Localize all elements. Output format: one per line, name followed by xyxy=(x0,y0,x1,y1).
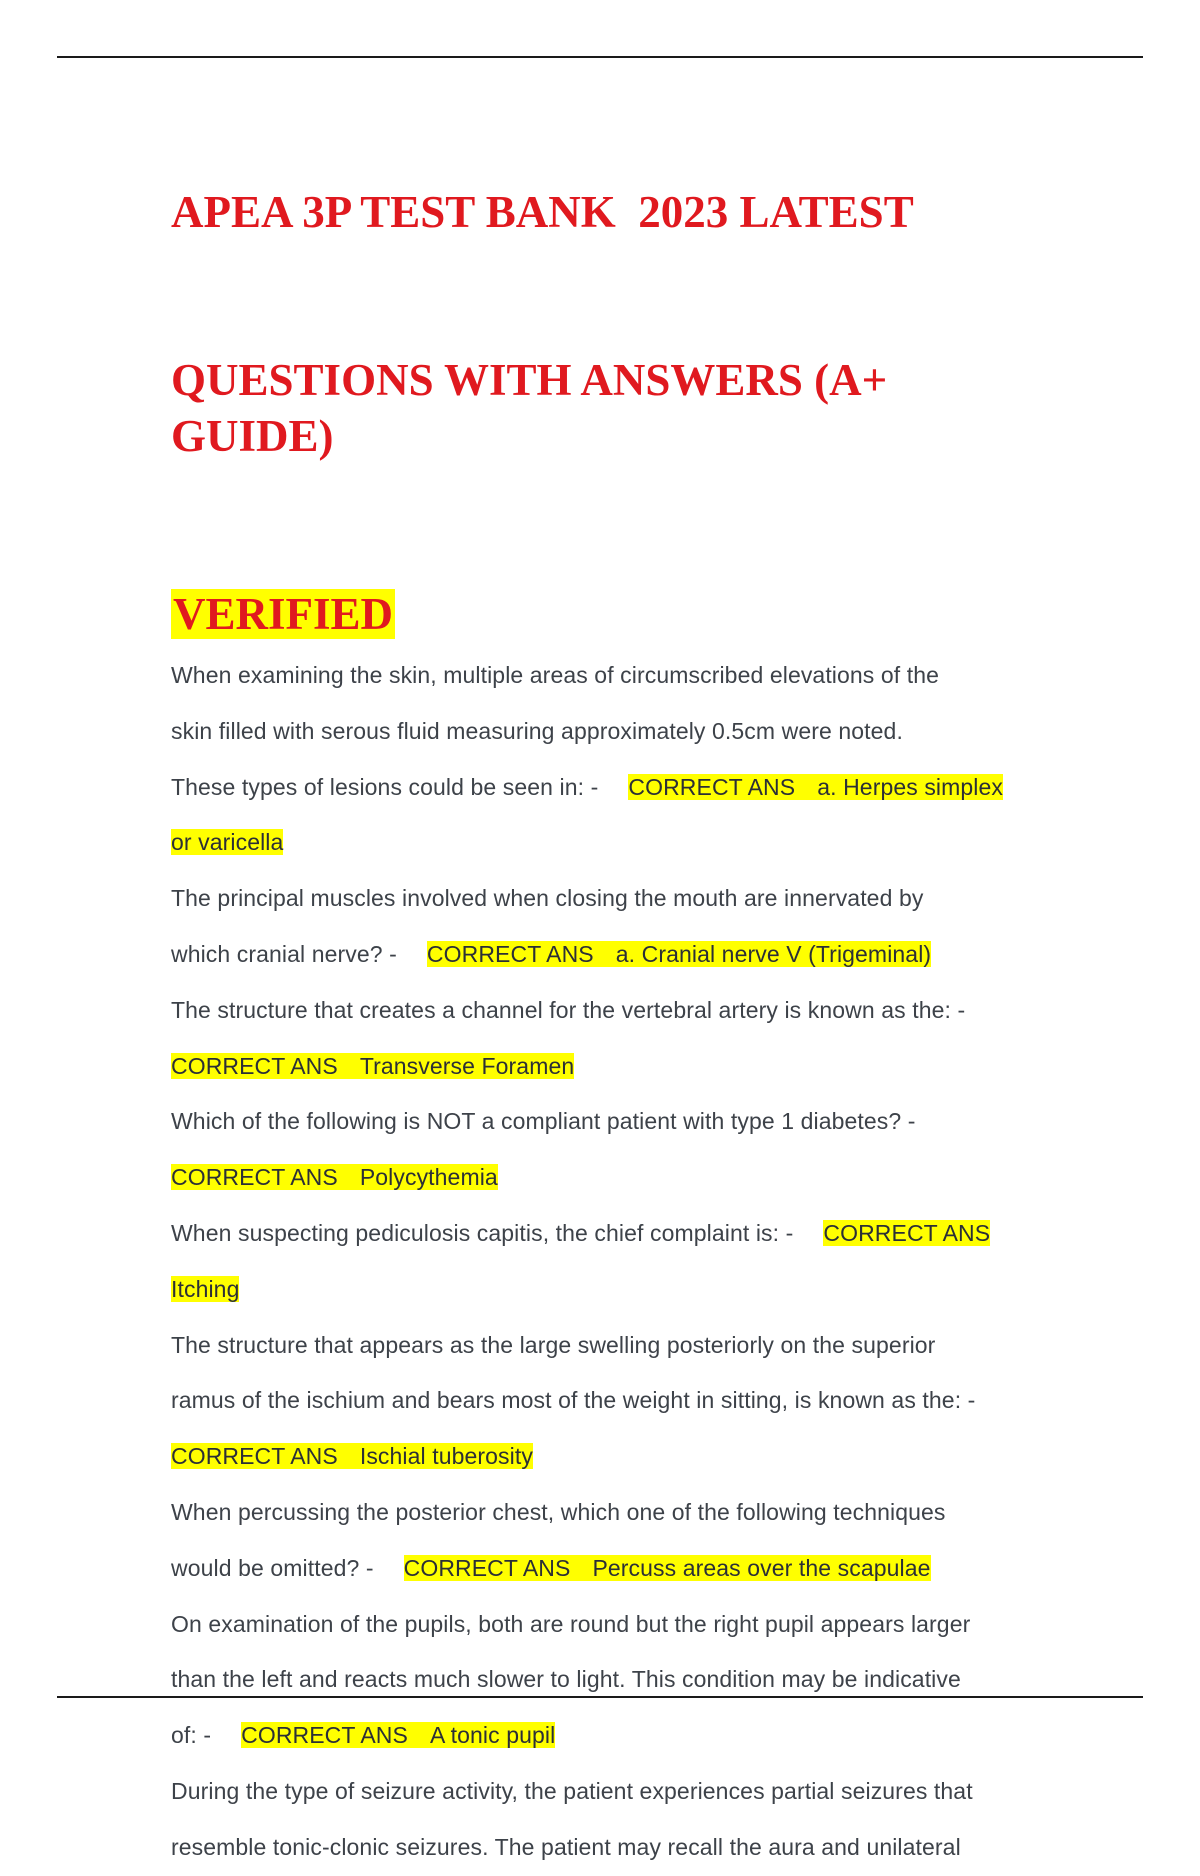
answer-text: A tonic pupil xyxy=(429,1722,556,1749)
verified-label: VERIFIED xyxy=(173,589,394,639)
answer-text: Percuss areas over the scapulae xyxy=(592,1554,931,1581)
correct-ans-label: CORRECT ANS xyxy=(241,1722,408,1749)
question-text: would be omitted? - xyxy=(171,1554,374,1581)
question-text: Which of the following is NOT a compliant patient with type 1 diabetes? - xyxy=(171,1108,916,1135)
question-text: resemble tonic-clonic seizures. The patient may recall the aura and unilateral xyxy=(171,1833,961,1860)
question-text: which cranial nerve? - xyxy=(171,940,397,967)
question-text: During the type of seizure activity, the patient experiences partial seizures that xyxy=(171,1777,973,1804)
answer-highlight xyxy=(171,1053,574,1079)
document-title xyxy=(171,72,1061,576)
bottom-rule xyxy=(57,1696,1143,1698)
question-text: of: - xyxy=(171,1722,212,1749)
title-line: APEA 3P TEST BANK 2023 LATEST xyxy=(171,187,914,237)
question-answer-line xyxy=(171,1541,1061,1597)
answer-line xyxy=(171,1039,1061,1095)
answer-highlight xyxy=(171,1443,533,1469)
answer-line xyxy=(171,1150,1061,1206)
correct-ans-label: CORRECT ANS xyxy=(628,773,796,800)
correct-ans-label: CORRECT ANS xyxy=(823,1219,991,1246)
question-text: The structure that creates a channel for the vertebral artery is known as the: - xyxy=(171,996,966,1023)
question-text: skin filled with serous fluid measuring approximately 0.5cm were noted. xyxy=(171,717,903,744)
question-text: than the left and reacts much slower to light. This condition may be indicative xyxy=(171,1666,961,1693)
correct-ans-label: CORRECT ANS xyxy=(171,1052,338,1079)
answer-continuation xyxy=(171,815,1061,871)
answer-highlight xyxy=(628,774,1003,800)
answer-text: Transverse Foramen xyxy=(359,1052,575,1079)
question-text: The structure that appears as the large swelling posteriorly on the superior xyxy=(171,1331,936,1358)
question-text: When examining the skin, multiple areas of circumscribed elevations of the xyxy=(171,662,940,688)
answer-text: Polycythemia xyxy=(359,1164,498,1191)
title-line: QUESTIONS WITH ANSWERS (A+ GUIDE) xyxy=(171,355,899,461)
question-answer-line xyxy=(171,1708,1061,1764)
top-rule xyxy=(57,56,1143,58)
question-text: These types of lesions could be seen in: - xyxy=(171,773,599,800)
correct-ans-label: CORRECT ANS xyxy=(171,1164,338,1191)
question-answer-line xyxy=(171,760,1061,816)
answer-text: Ischial tuberosity xyxy=(359,1443,533,1470)
answer-text: or varicella xyxy=(171,829,284,856)
document-page xyxy=(171,72,1061,1876)
answer-line xyxy=(171,1429,1061,1485)
answer-text: a. Herpes simplex xyxy=(817,773,1003,800)
answer-highlight xyxy=(241,1722,555,1748)
question-list xyxy=(171,648,1061,1876)
correct-ans-label: CORRECT ANS xyxy=(171,1443,338,1470)
correct-ans-label: CORRECT ANS xyxy=(426,940,594,967)
answer-line xyxy=(171,1262,1061,1318)
answer-highlight xyxy=(427,941,931,967)
question-text: ramus of the ischium and bears most of the weight in sitting, is known as the: - xyxy=(171,1387,976,1414)
correct-ans-label: CORRECT ANS xyxy=(403,1554,571,1581)
question-text: When percussing the posterior chest, which one of the following techniques xyxy=(171,1498,946,1525)
answer-highlight xyxy=(171,1164,498,1190)
answer-highlight xyxy=(404,1555,931,1581)
question-text: The principal muscles involved when closing the mouth are innervated by xyxy=(171,885,924,912)
question-answer-line xyxy=(171,1206,1061,1262)
answer-text: a. Cranial nerve V (Trigeminal) xyxy=(615,940,932,967)
question-text: When suspecting pediculosis capitis, the chief complaint is: - xyxy=(171,1219,794,1246)
question-answer-line xyxy=(171,927,1061,983)
question-text: On examination of the pupils, both are round but the right pupil appears larger xyxy=(171,1610,971,1637)
answer-text: Itching xyxy=(171,1275,240,1302)
